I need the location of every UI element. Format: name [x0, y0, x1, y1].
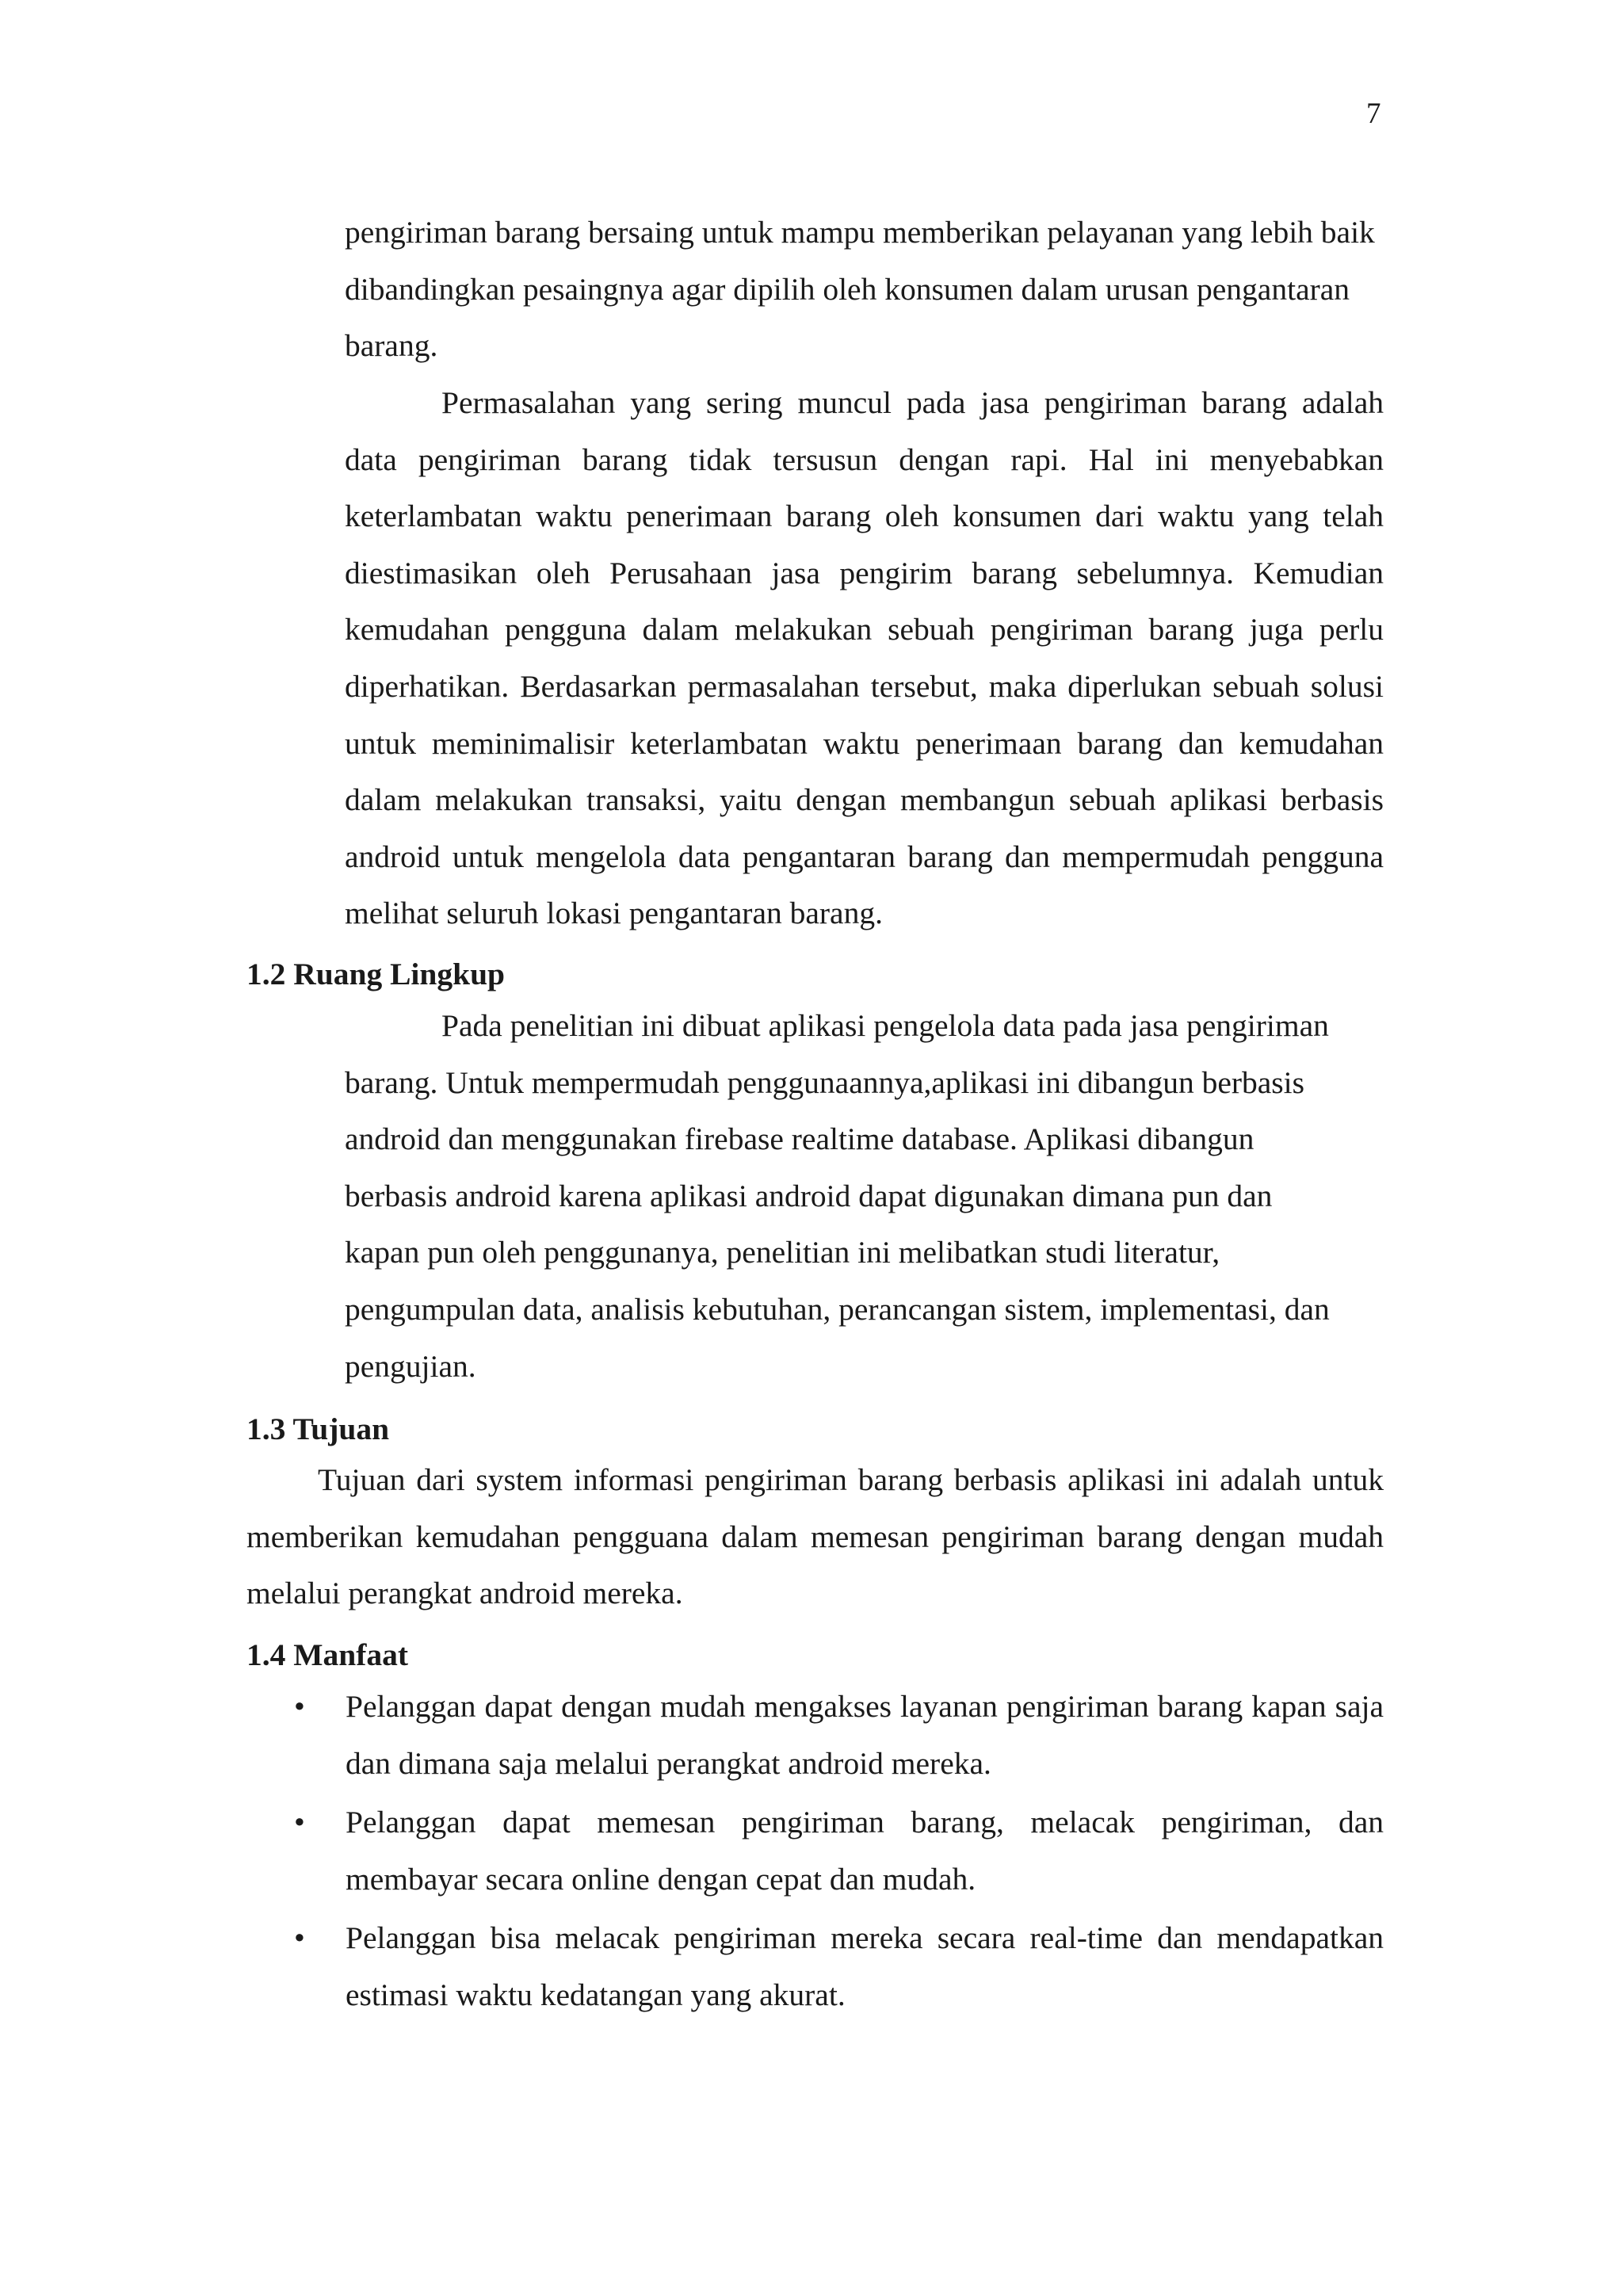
page-number: 7: [1366, 97, 1381, 130]
ruang-lingkup-line: berbasis android karena aplikasi android dapat digunakan dimana pun dan: [345, 1178, 1273, 1213]
bullet-icon: •: [294, 1805, 305, 1839]
manfaat-item-text: Pelanggan bisa melacak pengiriman mereka secara real-time dan mendapatkan estimasi waktu kedatangan yang akurat.: [346, 1920, 1384, 2012]
ruang-lingkup-line: barang. Untuk mempermudah penggunaannya,aplikasi ini dibangun berbasis: [345, 1064, 1305, 1100]
section-heading-ruang-lingkup: 1.2 Ruang Lingkup: [246, 957, 506, 991]
bullet-icon: •: [294, 1689, 305, 1724]
bullet-icon: •: [294, 1920, 305, 1955]
manfaat-item-text: Pelanggan dapat memesan pengiriman barang, melacak pengiriman, dan membayar secara online dengan cepat dan mudah.: [346, 1805, 1384, 1897]
tujuan-paragraph: Tujuan dari system informasi pengiriman barang berbasis aplikasi ini adalah untuk memberikan kemudahan pengguana dalam memesan pengiriman barang dengan mudah melalui perangkat android mereka.: [246, 1462, 1384, 1611]
problem-paragraph: Permasalahan yang sering muncul pada jasa pengiriman barang adalah data pengiriman barang tidak tersusun dengan rapi. Hal ini menyebabkan keterlambatan waktu penerimaan barang oleh konsumen dari waktu yang telah diestimasikan oleh Perusahaan jasa pengirim barang sebelumnya. Kemudian kemudahan pengguna dalam melakukan sebuah pengiriman barang juga perlu diperhatikan. Berdasarkan permasalahan tersebut, maka diperlukan sebuah solusi untuk meminimalisir keterlambatan waktu penerimaan barang dan kemudahan dalam melakukan transaksi, yaitu dengan membangun sebuah aplikasi berbasis android untuk mengelola data pengantaran barang dan mempermudah pengguna melihat seluruh lokasi pengantaran barang.: [345, 385, 1384, 931]
ruang-lingkup-line: pengujian.: [345, 1348, 476, 1384]
section-heading-manfaat: 1.4 Manfaat: [246, 1637, 409, 1672]
manfaat-list-item: [246, 1679, 1384, 1792]
ruang-lingkup-line: android dan menggunakan firebase realtime database. Aplikasi dibangun: [345, 1121, 1254, 1157]
section-heading-tujuan: 1.3 Tujuan: [246, 1412, 390, 1446]
manfaat-list-item: [246, 1910, 1384, 2023]
ruang-lingkup-line: kapan pun oleh penggunanya, penelitian ini melibatkan studi literatur,: [345, 1235, 1220, 1270]
intro-paragraph: pengiriman barang bersaing untuk mampu memberikan pelayanan yang lebih baik dibandingkan pesaingnya agar dipilih oleh konsumen dalam urusan pengantaran barang.: [345, 215, 1375, 364]
manfaat-list-item: [246, 1794, 1384, 1908]
ruang-lingkup-line: pengumpulan data, analisis kebutuhan, perancangan sistem, implementasi, dan: [345, 1292, 1330, 1327]
manfaat-item-text: Pelanggan dapat dengan mudah mengakses layanan pengiriman barang kapan saja dan dimana saja melalui perangkat android mereka.: [346, 1689, 1384, 1781]
ruang-lingkup-line: Pada penelitian ini dibuat aplikasi pengelola data pada jasa pengiriman: [441, 1008, 1329, 1043]
